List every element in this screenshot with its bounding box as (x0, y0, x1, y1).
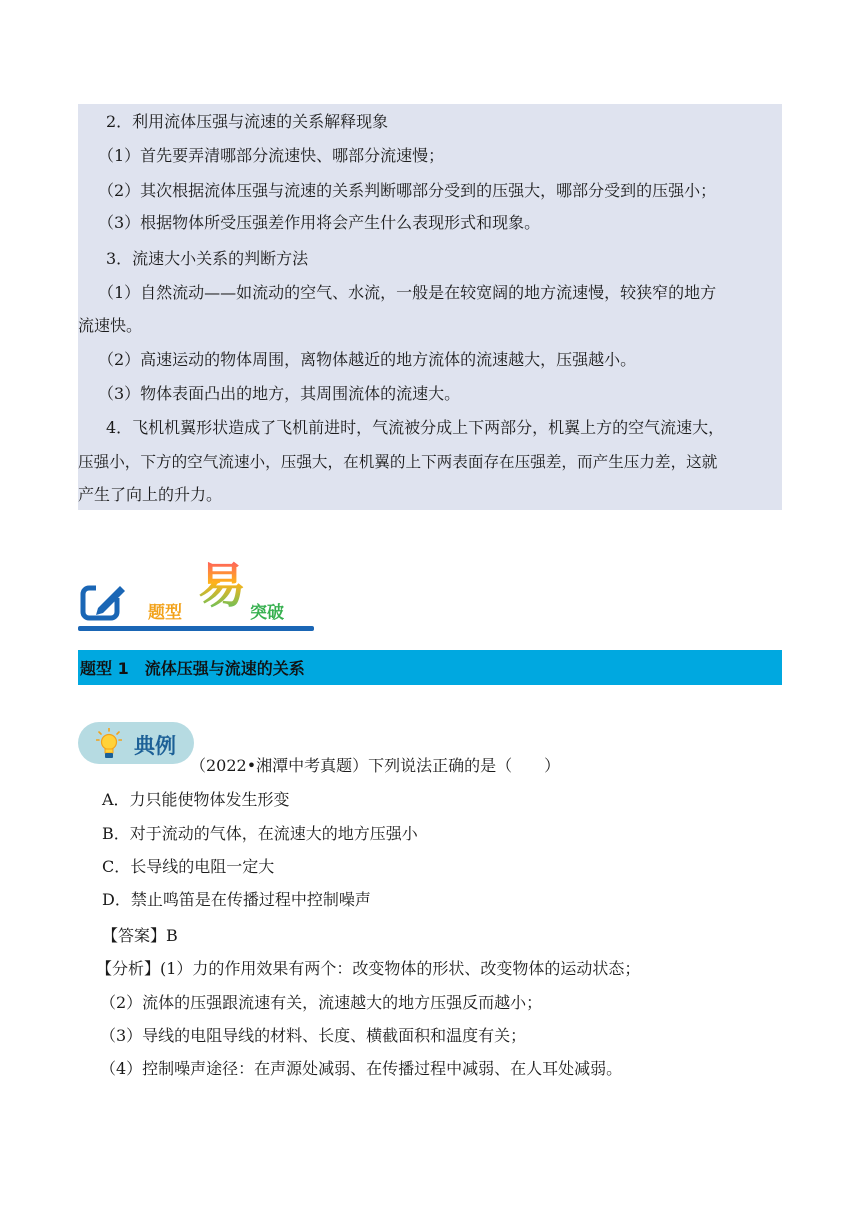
summary-line: （1）自然流动——如流动的空气、水流，一般是在较宽阔的地方流速慢，较狭窄的地方 (98, 283, 717, 302)
banner-underline (78, 626, 314, 631)
section-title: 题型 1 流体压强与流速的关系 (80, 659, 305, 678)
question-text: （2022•湘潭中考真题）下列说法正确的是（ ） (190, 756, 561, 775)
summary-line: 压强小，下方的空气流速小，压强大，在机翼的上下两表面存在压强差，而产生压力差，这就 (78, 453, 718, 471)
summary-line: 4．飞机机翼形状造成了飞机前进时，气流被分成上下两部分，机翼上方的空气流速大， (106, 418, 725, 437)
analysis-line: （2）流体的压强跟流速有关，流速越大的地方压强反而越小； (100, 993, 543, 1012)
analysis-line: 【分析】(1）力的作用效果有两个：改变物体的形状、改变物体的运动状态； (96, 959, 641, 978)
summary-line: （2）其次根据流体压强与流速的关系判断哪部分受到的压强大，哪部分受到的压强小； (98, 181, 717, 200)
analysis-line: （4）控制噪声途径：在声源处减弱、在传播过程中减弱、在人耳处减弱。 (100, 1059, 623, 1078)
summary-line: 产生了向上的升力。 (78, 485, 223, 504)
summary-line: （2）高速运动的物体周围，离物体越近的地方流体的流速越大，压强越小。 (98, 350, 637, 369)
banner-text-1: 题型 (148, 603, 182, 623)
section-title-bar (78, 650, 782, 685)
answer-line: 【答案】B (102, 926, 178, 945)
option-c: C．长导线的电阻一定大 (102, 857, 275, 876)
option-d: D．禁止鸣笛是在传播过程中控制噪声 (102, 890, 371, 909)
edit-icon (80, 582, 126, 622)
example-label: 典例 (134, 734, 176, 758)
summary-line: （3）根据物体所受压强差作用将会产生什么表现形式和现象。 (98, 213, 541, 232)
summary-line: 3．流速大小关系的判断方法 (106, 249, 309, 268)
lightbulb-icon (96, 728, 122, 760)
summary-line: 流速快。 (78, 316, 143, 335)
analysis-line: （3）导线的电阻导线的材料、长度、横截面积和温度有关； (100, 1026, 527, 1045)
summary-line: 2．利用流体压强与流速的关系解释现象 (106, 112, 389, 131)
summary-line: （3）物体表面凸出的地方，其周围流体的流速大。 (98, 384, 461, 403)
option-a: A．力只能使物体发生形变 (102, 790, 290, 809)
example-badge (78, 722, 194, 764)
summary-line: （1）首先要弄清哪部分流速快、哪部分流速慢； (98, 146, 445, 165)
banner-text-2: 突破 (250, 603, 284, 623)
topic-banner (78, 556, 314, 634)
banner-big-char: 易 (198, 558, 247, 614)
option-b: B．对于流动的气体，在流速大的地方压强小 (102, 824, 418, 843)
